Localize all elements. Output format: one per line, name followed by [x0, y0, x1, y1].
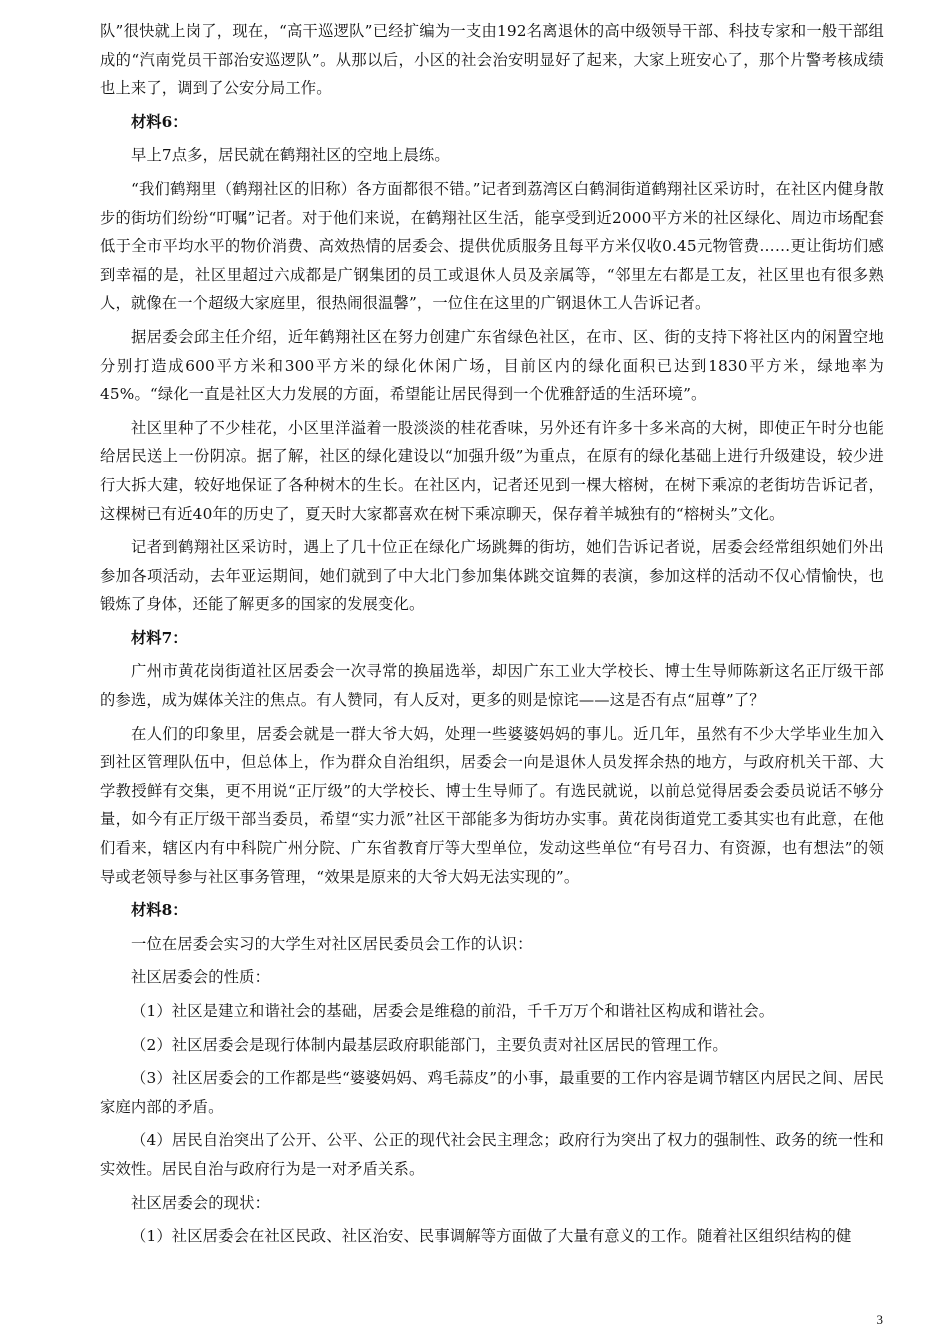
- paragraph: （4）居民自治突出了公开、公平、公正的现代社会民主理念；政府行为突出了权力的强制性、政务的统一性和实效性。居民自治与政府行为是一对矛盾关系。: [100, 1131, 884, 1178]
- paragraph: （1）社区是建立和谐社会的基础，居委会是维稳的前沿，千千万万个和谐社区构成和谐社会。: [131, 1002, 775, 1020]
- paragraph: 社区居委会的现状：: [131, 1193, 271, 1212]
- paragraph: 早上7点多，居民就在鹤翔社区的空地上晨练。: [131, 146, 450, 165]
- paragraph: 在人们的印象里，居委会就是一群大爷大妈，处理一些婆婆妈妈的事儿。近几年，虽然有不少大学毕业生加入到社区管理队伍中，但总体上，作为群众自治组织，居委会一向是退休人员发挥余热的地方，与政府机关干部、大学教授鲜有交集，更不用说“正厅级”的大学校长、博士生导师了。有选民就说，以前总觉得居委会委员说话不够分量，如今有正厅级干部当委员，希望“实力派”社区干部能多为街坊办实事。黄花岗街道党工委其实也有此意，在他们看来，辖区内有中科院广州分院、广东省教育厅等大型单位，发动这些单位“有号召力、有资源，也有想法”的领导或老领导参与社区事务管理，“效果是原来的大爷大妈无法实现的”。: [100, 724, 884, 886]
- section-heading: 材料8：: [131, 901, 188, 920]
- paragraph: （1）社区居委会在社区民政、社区治安、民事调解等方面做了大量有意义的工作。随着社区组织结构的健: [131, 1227, 852, 1246]
- paragraph: 社区居委会的性质：: [131, 968, 271, 987]
- section-heading: 材料6：: [131, 112, 188, 131]
- paragraph: （3）社区居委会的工作都是些“婆婆妈妈、鸡毛蒜皮”的小事，最重要的工作内容是调节辖区内居民之间、居民家庭内部的矛盾。: [100, 1069, 884, 1116]
- paragraph: “我们鹤翔里（鹤翔社区的旧称）各方面都很不错。”记者到荔湾区白鹤洞街道鹤翔社区采访时，在社区内健身散步的街坊们纷纷“叮嘱”记者。对于他们来说，在鹤翔社区生活，能享受到近2000平方米的社区绿化、周边市场配套低于全市平均水平的物价消费、高效热情的居委会、提供优质服务且每平方米仅收0.45元物管费……更让街坊们感到幸福的是，社区里超过六成都是广钢集团的员工或退休人员及亲属等，“邻里左右都是工友，社区里也有很多熟人，就像在一个超级大家庭里，很热闹很温馨”，一位住在这里的广钢退休工人告诉记者。: [100, 179, 884, 313]
- document-body: [100, 17, 884, 1251]
- paragraph: 社区里种了不少桂花，小区里洋溢着一股淡淡的桂花香味，另外还有许多十多米高的大树，即使正午时分也能给居民送上一份阴凉。据了解，社区的绿化建设以“加强升级”为重点，在原有的绿化基础上进行升级建设，较少进行大拆大建，较好地保证了各种树木的生长。在社区内，记者还见到一棵大榕树，在树下乘凉的老街坊告诉记者，这棵树已有近40年的历史了，夏天时大家都喜欢在树下乘凉聊天，保存着羊城独有的“榕树头”文化。: [100, 418, 884, 523]
- paragraph: 一位在居委会实习的大学生对社区居民委员会工作的认识：: [131, 934, 533, 953]
- paragraph: 记者到鹤翔社区采访时，遇上了几十位正在绿化广场跳舞的街坊，她们告诉记者说，居委会经常组织她们外出参加各项活动，去年亚运期间，她们就到了中大北门参加集体跳交谊舞的表演，参加这样的活动不仅心情愉快，也锻炼了身体，还能了解更多的国家的发展变化。: [100, 538, 884, 614]
- paragraph: 队”很快就上岗了，现在，“高干巡逻队”已经扩编为一支由192名离退休的高中级领导干部、科技专家和一般干部组成的“汽南党员干部治安巡逻队”。从那以后，小区的社会治安明显好了起来，大家上班安心了，那个片警考核成绩也上来了，调到了公安分局工作。: [100, 22, 884, 98]
- paragraph: 据居委会邱主任介绍，近年鹤翔社区在努力创建广东省绿色社区，在市、区、街的支持下将社区内的闲置空地分别打造成600平方米和300平方米的绿化休闲广场，目前区内的绿化面积已达到1830平方米，绿地率为45%。“绿化一直是社区大力发展的方面，希望能让居民得到一个优雅舒适的生活环境”。: [100, 327, 884, 404]
- section-heading: 材料7：: [131, 628, 188, 647]
- page-number: 3: [876, 1312, 883, 1327]
- paragraph: （2）社区居委会是现行体制内最基层政府职能部门，主要负责对社区居民的管理工作。: [131, 1035, 728, 1054]
- paragraph: 广州市黄花岗街道社区居委会一次寻常的换届选举，却因广东工业大学校长、博士生导师陈新这名正厅级干部的参选，成为媒体关注的焦点。有人赞同，有人反对，更多的则是惊诧——这是否有点“屈尊”了？: [100, 662, 884, 710]
